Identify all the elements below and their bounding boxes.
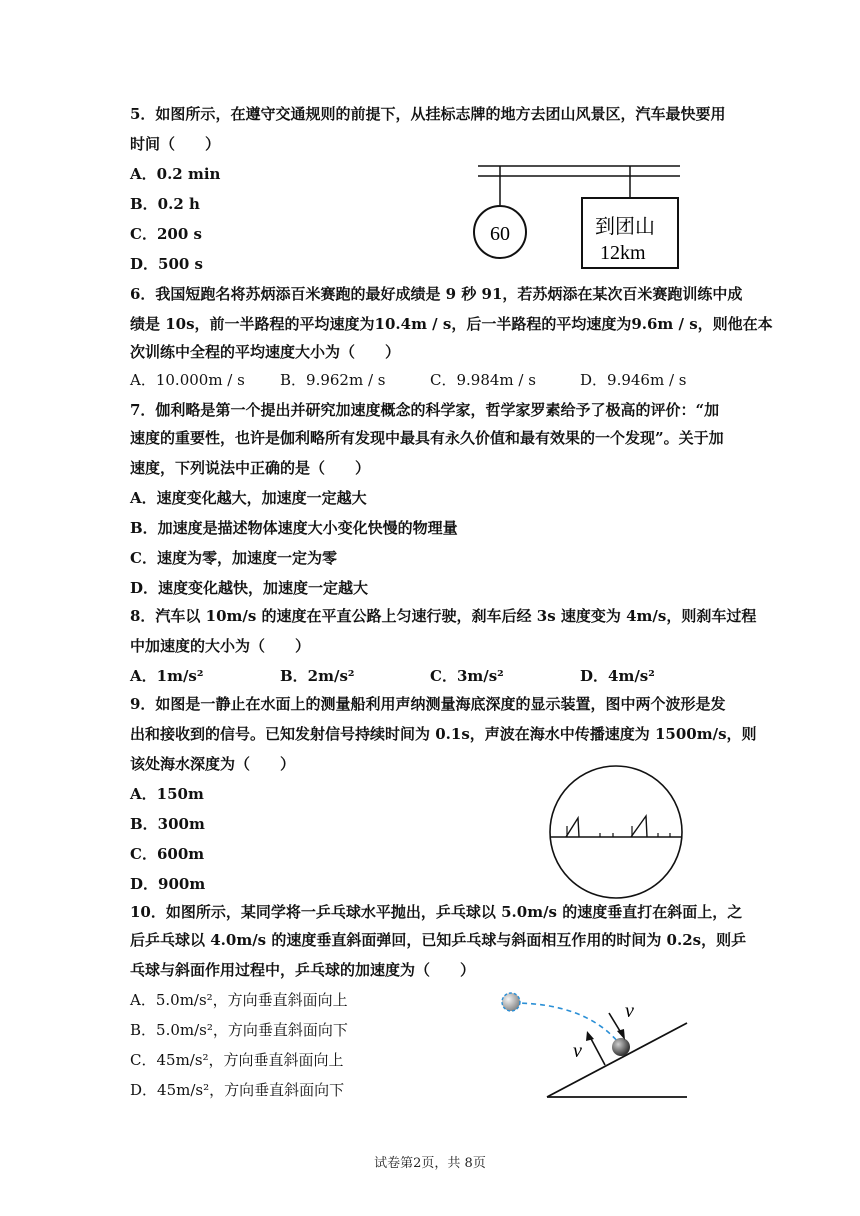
q10-stem-line1: 10．如图所示，某同学将一乒乓球水平抛出，乒乓球以 5.0m/s 的速度垂直打在斜面上，之 xyxy=(130,903,743,921)
q10-v-label-top: v xyxy=(625,1000,634,1022)
q10-v-label-left: v xyxy=(573,1040,582,1062)
q5-option-d: D．500 s xyxy=(130,255,203,273)
q6-stem-line3: 次训练中全程的平均速度大小为（ ） xyxy=(130,343,401,361)
q7-option-c: C．速度为零，加速度一定为零 xyxy=(130,549,337,567)
q8-option-a: A．1m/s² xyxy=(130,667,204,685)
q7-stem-line2: 速度的重要性，也许是伽利略所有发现中最具有永久价值和最有效果的一个发现”。关于加 xyxy=(130,429,724,447)
q10-stem-line2: 后乒乓球以 4.0m/s 的速度垂直斜面弹回，已知乒乓球与斜面相互作用的时间为 0.2s，则乒 xyxy=(130,931,747,949)
q9-sonar-display-figure xyxy=(548,764,684,900)
q6-option-a: A．10.000m / s xyxy=(130,371,245,389)
q5-stem-line2: 时间（ ） xyxy=(130,135,221,153)
q6-stem-line2: 绩是 10s，前一半路程的平均速度为10.4m / s，后一半路程的平均速度为9.6m / s，则他在本 xyxy=(130,315,773,333)
q9-option-c: C．600m xyxy=(130,845,205,863)
q9-stem-line3: 该处海水深度为（ ） xyxy=(130,755,296,773)
q6-stem-line1: 6．我国短跑名将苏炳添百米赛跑的最好成绩是 9 秒 91，若苏炳添在某次百米赛跑训练中成 xyxy=(130,285,743,303)
q9-stem-line1: 9．如图是一静止在水面上的测量船利用声纳测量海底深度的显示装置，图中两个波形是发 xyxy=(130,695,726,713)
q6-option-d: D．9.946m / s xyxy=(580,371,687,389)
q8-stem-line2: 中加速度的大小为（ ） xyxy=(130,637,311,655)
q10-option-a: A．5.0m/s²，方向垂直斜面向上 xyxy=(130,991,348,1009)
q8-stem-line1: 8．汽车以 10m/s 的速度在平直公路上匀速行驶，刹车后经 3s 速度变为 4m/s，则刹车过程 xyxy=(130,607,757,625)
q9-option-b: B．300m xyxy=(130,815,205,833)
q5-option-b: B．0.2 h xyxy=(130,195,200,213)
q7-option-a: A．速度变化越大，加速度一定越大 xyxy=(130,489,367,507)
q9-option-d: D．900m xyxy=(130,875,206,893)
q5-option-a: A．0.2 min xyxy=(130,165,221,183)
q5-speed-limit-text: 60 xyxy=(490,223,510,245)
q5-distance-text: 12km xyxy=(600,242,646,264)
q6-option-c: C．9.984m / s xyxy=(430,371,536,389)
q7-stem-line1: 7．伽利略是第一个提出并研究加速度概念的科学家，哲学家罗素给予了极高的评价：“加 xyxy=(130,401,720,419)
q9-stem-line2: 出和接收到的信号。已知发射信号持续时间为 0.1s，声波在海水中传播速度为 1500m/s，则 xyxy=(130,725,757,743)
q7-option-b: B．加速度是描述物体速度大小变化快慢的物理量 xyxy=(130,519,458,537)
q5-road-sign-figure xyxy=(470,160,690,275)
q5-destination-text: 到团山 xyxy=(595,214,655,238)
q10-stem-line3: 乓球与斜面作用过程中，乒乓球的加速度为（ ） xyxy=(130,961,476,979)
q10-option-d: D．45m/s²，方向垂直斜面向下 xyxy=(130,1081,345,1099)
q8-option-d: D．4m/s² xyxy=(580,667,655,685)
q7-stem-line3: 速度，下列说法中正确的是（ ） xyxy=(130,459,371,477)
q10-option-c: C．45m/s²，方向垂直斜面向上 xyxy=(130,1051,344,1069)
q10-option-b: B．5.0m/s²，方向垂直斜面向下 xyxy=(130,1021,348,1039)
q7-option-d: D．速度变化越快，加速度一定越大 xyxy=(130,579,369,597)
q9-option-a: A．150m xyxy=(130,785,204,803)
q5-option-c: C．200 s xyxy=(130,225,202,243)
q6-option-b: B．9.962m / s xyxy=(280,371,386,389)
page-footer: 试卷第2页，共 8页 xyxy=(374,1156,486,1171)
q8-option-b: B．2m/s² xyxy=(280,667,355,685)
q8-option-c: C．3m/s² xyxy=(430,667,504,685)
q10-incline-ball-figure xyxy=(495,985,695,1105)
q5-stem-line1: 5．如图所示，在遵守交通规则的前提下，从挂标志牌的地方去团山风景区，汽车最快要用 xyxy=(130,105,726,123)
